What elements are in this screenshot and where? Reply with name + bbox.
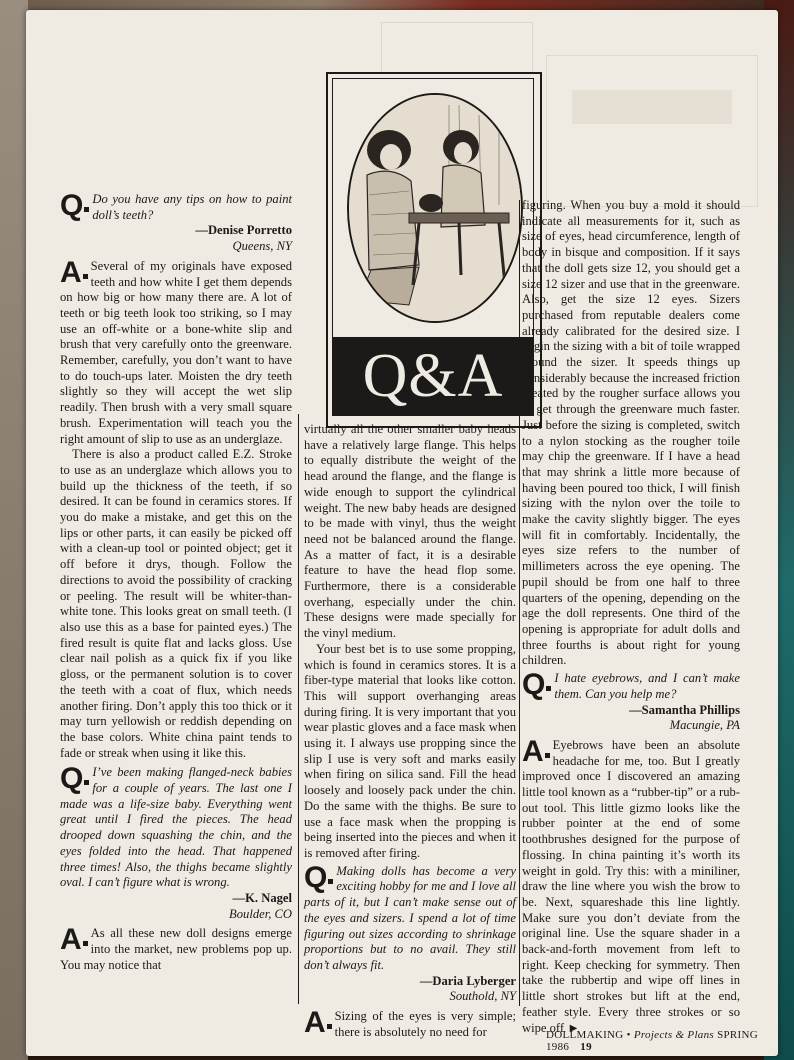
answer-block	[60, 255, 292, 762]
show-through-box	[381, 22, 533, 74]
answer-block	[522, 734, 740, 1036]
column-middle	[304, 422, 516, 1044]
a-drop-letter: A	[304, 1010, 332, 1036]
author-location: Southold, NY	[449, 989, 516, 1004]
question-block	[522, 668, 740, 734]
magazine-name: DOLLMAKING	[546, 1029, 624, 1041]
qa-title: Q&A	[362, 341, 504, 410]
question-block	[60, 762, 292, 922]
column-rule	[519, 200, 520, 1006]
page-number: 19	[580, 1041, 592, 1053]
answer-paragraph: Sizing of the eyes is very simple; there is absolutely no need for	[334, 1009, 516, 1039]
q-drop-letter: Q	[60, 193, 89, 219]
a-drop-letter: A	[522, 739, 550, 765]
page-footer	[546, 1029, 778, 1053]
a-drop-letter: A	[60, 260, 88, 286]
question-text: I’ve been making flanged-neck babies for a couple of years. The last one I made was a life-size baby. Everything went great until I fired the pieces. The head drooped down squashing the chin, and the eyes folded into the head. That happened three times! Also, the thighs became slightly oval. I can’t figure what is wrong.	[60, 765, 292, 890]
answer-paragraph: Eyebrows have been an absolute headache for me, too. But I greatly improved once I discovered an amazing little tool known as a “rubber-tip” or a rub-out tool. This little gizmo looks like the rubber pointer at the end of some toothbrushes designed for the purpose of flossing. In china painting it’s worth its weight in gold. Try this: with a miniliner, draw the line where you wish the brow to be. Next, squareshade this line lightly. Make sure you don’t deviate from the original line. Use the square shader in a back-and-forth movement from left to right. Keep checking for symmetry. Then take the rubbertip and wipe off lines in little short strokes but lift at the end, feather style. Every three strokes or so wipe off ►	[522, 737, 740, 1035]
column-right	[522, 198, 740, 1040]
author-name: —Daria Lyberger	[419, 973, 516, 988]
answer-block	[304, 1006, 516, 1040]
question-block	[60, 189, 292, 255]
question-text: I hate eyebrows, and I can’t make them. Can you help me?	[554, 671, 740, 701]
show-through-box	[546, 55, 758, 207]
author-name: —Samantha Phillips	[629, 702, 740, 717]
q-drop-letter: Q	[304, 865, 333, 891]
author-location: Queens, NY	[232, 239, 292, 254]
illustration-svg	[349, 95, 521, 321]
column-left	[60, 190, 292, 977]
show-through-box	[572, 90, 732, 124]
footer-bullet: •	[626, 1029, 631, 1041]
graphic-border	[332, 78, 534, 416]
author-location: Macungie, PA	[669, 718, 740, 733]
issue-date: SPRING 1986	[546, 1029, 758, 1053]
magazine-page	[26, 10, 778, 1056]
question-block	[304, 860, 516, 1005]
author-location: Boulder, CO	[229, 906, 292, 921]
question-text: Do you have any tips on how to paint doll’s teeth?	[92, 192, 292, 222]
victorian-girls-illustration	[347, 93, 523, 323]
qa-graphic	[326, 72, 542, 428]
author-name: —K. Nagel	[232, 890, 292, 905]
question-text: Making dolls has become a very exciting hobby for me and I love all parts of it, but I can’t make sense out of the eyes and sizers. I spend a lot of time figuring out sizes according to shrinkage proportions but to no avail. They still don’t always fit.	[304, 863, 516, 972]
q-drop-letter: Q	[60, 766, 89, 792]
column-rule	[298, 414, 299, 1004]
answer-block	[60, 923, 292, 973]
author-name: —Denise Porretto	[195, 223, 292, 238]
a-drop-letter: A	[60, 927, 88, 953]
answer-paragraph: figuring. When you buy a mold it should indicate all measurements for it, such as size of eyes, head circumference, length of body in bisque and composition. If it says that the doll gets size 12, you should get a size 12 sizer and use that in the greenware. Also, get the size 12 eyes. Sizers purchased from reputable dealers come already calibrated for the desired size. I begin the sizing with a bit of toile wrapped around the sizer. It speeds things up considerably because the increased friction created by the rougher surface allows you to get through the greenware much faster. Just before the sizing is completed, switch to a nylon stocking as the rougher toile may chip the greenware. If I have a head that may shrink a little more because of having been poured too thick, I will finish sizing with the nylon over the toile to make the cavity slightly bigger. The eyes will fit in comfortably. Incidentally, the eyes size refers to the number of millimeters across the eye opening. The pupil should be from one half to three quarters of the opening, depending on the age the doll represents. One third of the opening is appropriate for adult dolls and three fourths is about right for young children.	[522, 198, 740, 668]
answer-paragraph: Several of my originals have exposed teeth and how white I get them depends on how big or how many there are. A lot of teeth or big teeth look too striking, so I may use an off-white or a bone-white slip and brush that very carefully onto the greenware. Remember, carefully, you don’t want to have to do touch-ups later. Moisten the dry teeth slightly so they will accept the wet slip readily. Then brush with a very small square brush. Experimentation will teach you the right amount of slip to use as an underglaze.	[60, 258, 292, 446]
qa-title-band	[332, 337, 534, 415]
magazine-subtitle: Projects & Plans	[633, 1029, 714, 1041]
answer-paragraph: As all these new doll designs emerge into the market, new problems pop up. You may notice that	[60, 926, 292, 972]
answer-paragraph: Your best bet is to use some propping, which is found in ceramics stores. It is a fiber-type material that looks like cotton. This will support overhanging areas during firing. It is very important that you wear plastic gloves and a face mask when using it. I always use propping since the slip I use is very soft and marks easily when firing on silica sand. Fill the head loosely and loosely pack under the chin. Do the same with the thighs. Be sure to use a face mask when the propping is being inserted into the pieces and when it is removed after firing.	[304, 641, 516, 860]
background-left	[0, 0, 28, 1060]
q-drop-letter: Q	[522, 672, 551, 698]
answer-paragraph: virtually all the other smaller baby heads have a relatively large flange. This helps to equally distribute the weight of the head around the flange, and the flange is wide enough to support the cylindrical weight. The new baby heads are designed to be made with vinyl, thus the weight need not be balanced around the flange. As a matter of fact, it is a desirable feature to have the head flop some. Furthermore, there is a considerable overhang, especially under the chin. These designs were made specially for the vinyl medium.	[304, 422, 516, 641]
answer-paragraph: There is also a product called E.Z. Stroke to use as an underglaze which allows you to build up the thickness of the teeth, if so desired. It can be found in ceramics stores. If you do make a mistake, and get this on the lips or other parts, it can easily be picked off with a clean-up tool or pointed object; get it off before it drys, though. Follow the directions to avoid the possibility of cracking or peeling. The result will be whiter-than-white tone. This looks great on small teeth. (I also use this as a base for painted eyes.) The fired result is quite flat and lacks gloss. Use clear nail polish as a quick fix if you like gloss, or the permanent solution is to cover the teeth with a coat of flux, which needs another firing. Don’t apply this too thick or it may turn yellowish or reddish depending on the base colors. White china paint tends to fade or streak when using it like this.	[60, 447, 292, 760]
